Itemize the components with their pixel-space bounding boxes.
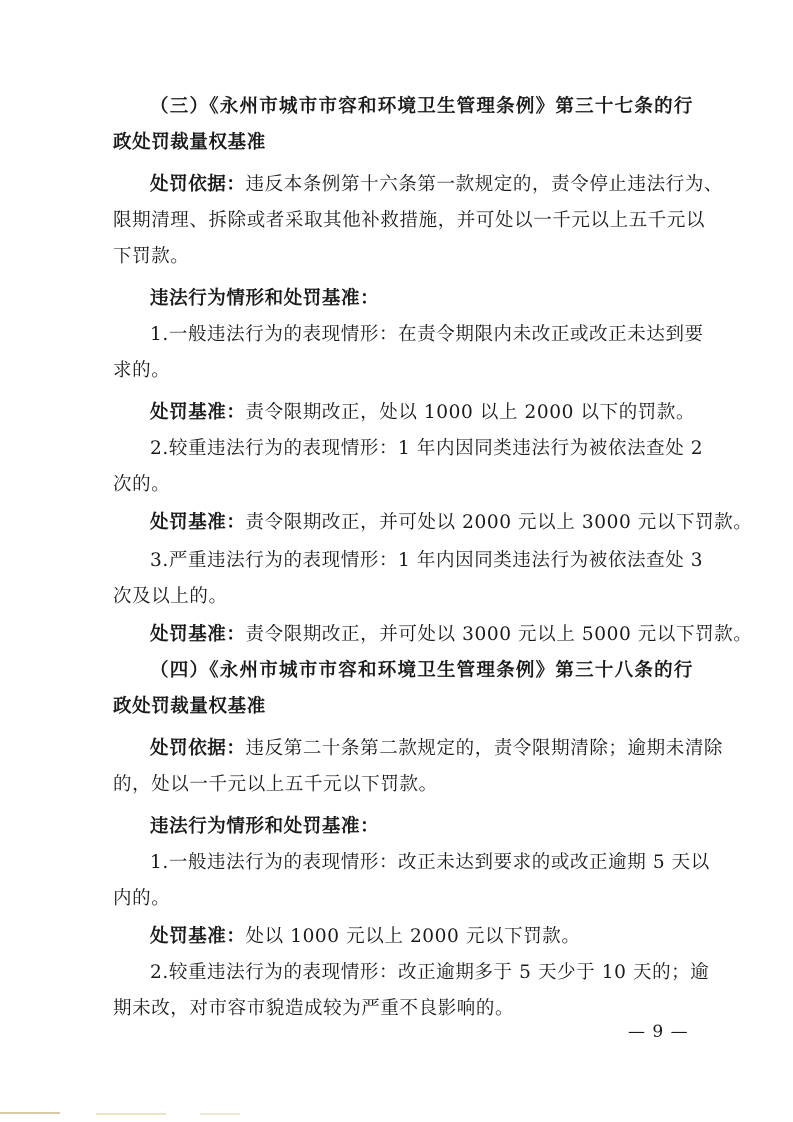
section3-heading: （三）《永州市城市市容和环境卫生管理条例》第三十七条的行 [150,96,693,117]
section3-heading-cont: 政处罚裁量权基准 [113,132,266,153]
section3-item1-penalty [150,401,696,425]
penalty-text: 处以 1000 元以上 2000 元以下罚款。 [245,926,581,947]
penalty-label: 处罚基准： [150,512,246,533]
basis-label: 处罚依据： [150,174,246,195]
section4-heading-cont: 政处罚裁量权基准 [113,696,266,717]
penalty-text: 责令限期改正，并可处以 2000 元以上 3000 元以下罚款。 [245,512,753,533]
section4-item1-penalty [150,925,693,949]
penalty-label: 处罚基准： [150,624,246,645]
section3-item2-penalty [150,511,753,535]
section3-basis [150,173,724,197]
basis-text: 违反第二十条第二款规定的，责令限期清除；逾期未清除 [245,738,724,759]
section3-item1: 1.一般违法行为的表现情形：在责令期限内未改正或改正未达到要 [150,324,704,345]
section3-item3: 3.严重违法行为的表现情形：1 年内因同类违法行为被依法查处 3 [150,550,704,571]
section4-item1-cont: 内的。 [113,888,171,909]
penalty-text: 责令限期改正，并可处以 3000 元以上 5000 元以下罚款。 [245,624,753,645]
section3-item2: 2.较重违法行为的表现情形：1 年内因同类违法行为被依法查处 2 [150,438,704,459]
basis-text: 违反本条例第十六条第一款规定的，责令停止违法行为、 [245,174,724,195]
page-number: — 9 — [628,1022,689,1042]
section3-basis-line2: 限期清理、拆除或者采取其他补救措施，并可处以一千元以上五千元以 [113,210,706,231]
section3-standards-heading: 违法行为情形和处罚基准： [150,288,380,309]
section3-item3-penalty [150,623,753,647]
scan-speck [200,1113,240,1115]
section4-basis [150,737,724,761]
section3-basis-line3: 下罚款。 [113,246,190,267]
penalty-label: 处罚基准： [150,926,246,947]
section4-item1: 1.一般违法行为的表现情形：改正未达到要求的或改正逾期 5 天以 [150,852,710,873]
section4-basis-line2: 的，处以一千元以上五千元以下罚款。 [113,774,438,795]
penalty-label: 处罚基准： [150,402,246,423]
section3-item3-cont: 次及以上的。 [113,586,228,607]
basis-label: 处罚依据： [150,738,246,759]
scan-speck [0,1112,60,1114]
penalty-text: 责令限期改正，处以 1000 以上 2000 以下的罚款。 [245,402,696,423]
section4-item2: 2.较重违法行为的表现情形：改正逾期多于 5 天少于 10 天的；逾 [150,962,710,983]
section3-item2-cont: 次的。 [113,474,171,495]
scan-speck [96,1113,166,1115]
section4-heading: （四）《永州市城市市容和环境卫生管理条例》第三十八条的行 [150,660,693,681]
section4-standards-heading: 违法行为情形和处罚基准： [150,816,380,837]
section3-item1-cont: 求的。 [113,360,171,381]
section4-item2-cont: 期未改，对市容市貌造成较为严重不良影响的。 [113,998,515,1019]
